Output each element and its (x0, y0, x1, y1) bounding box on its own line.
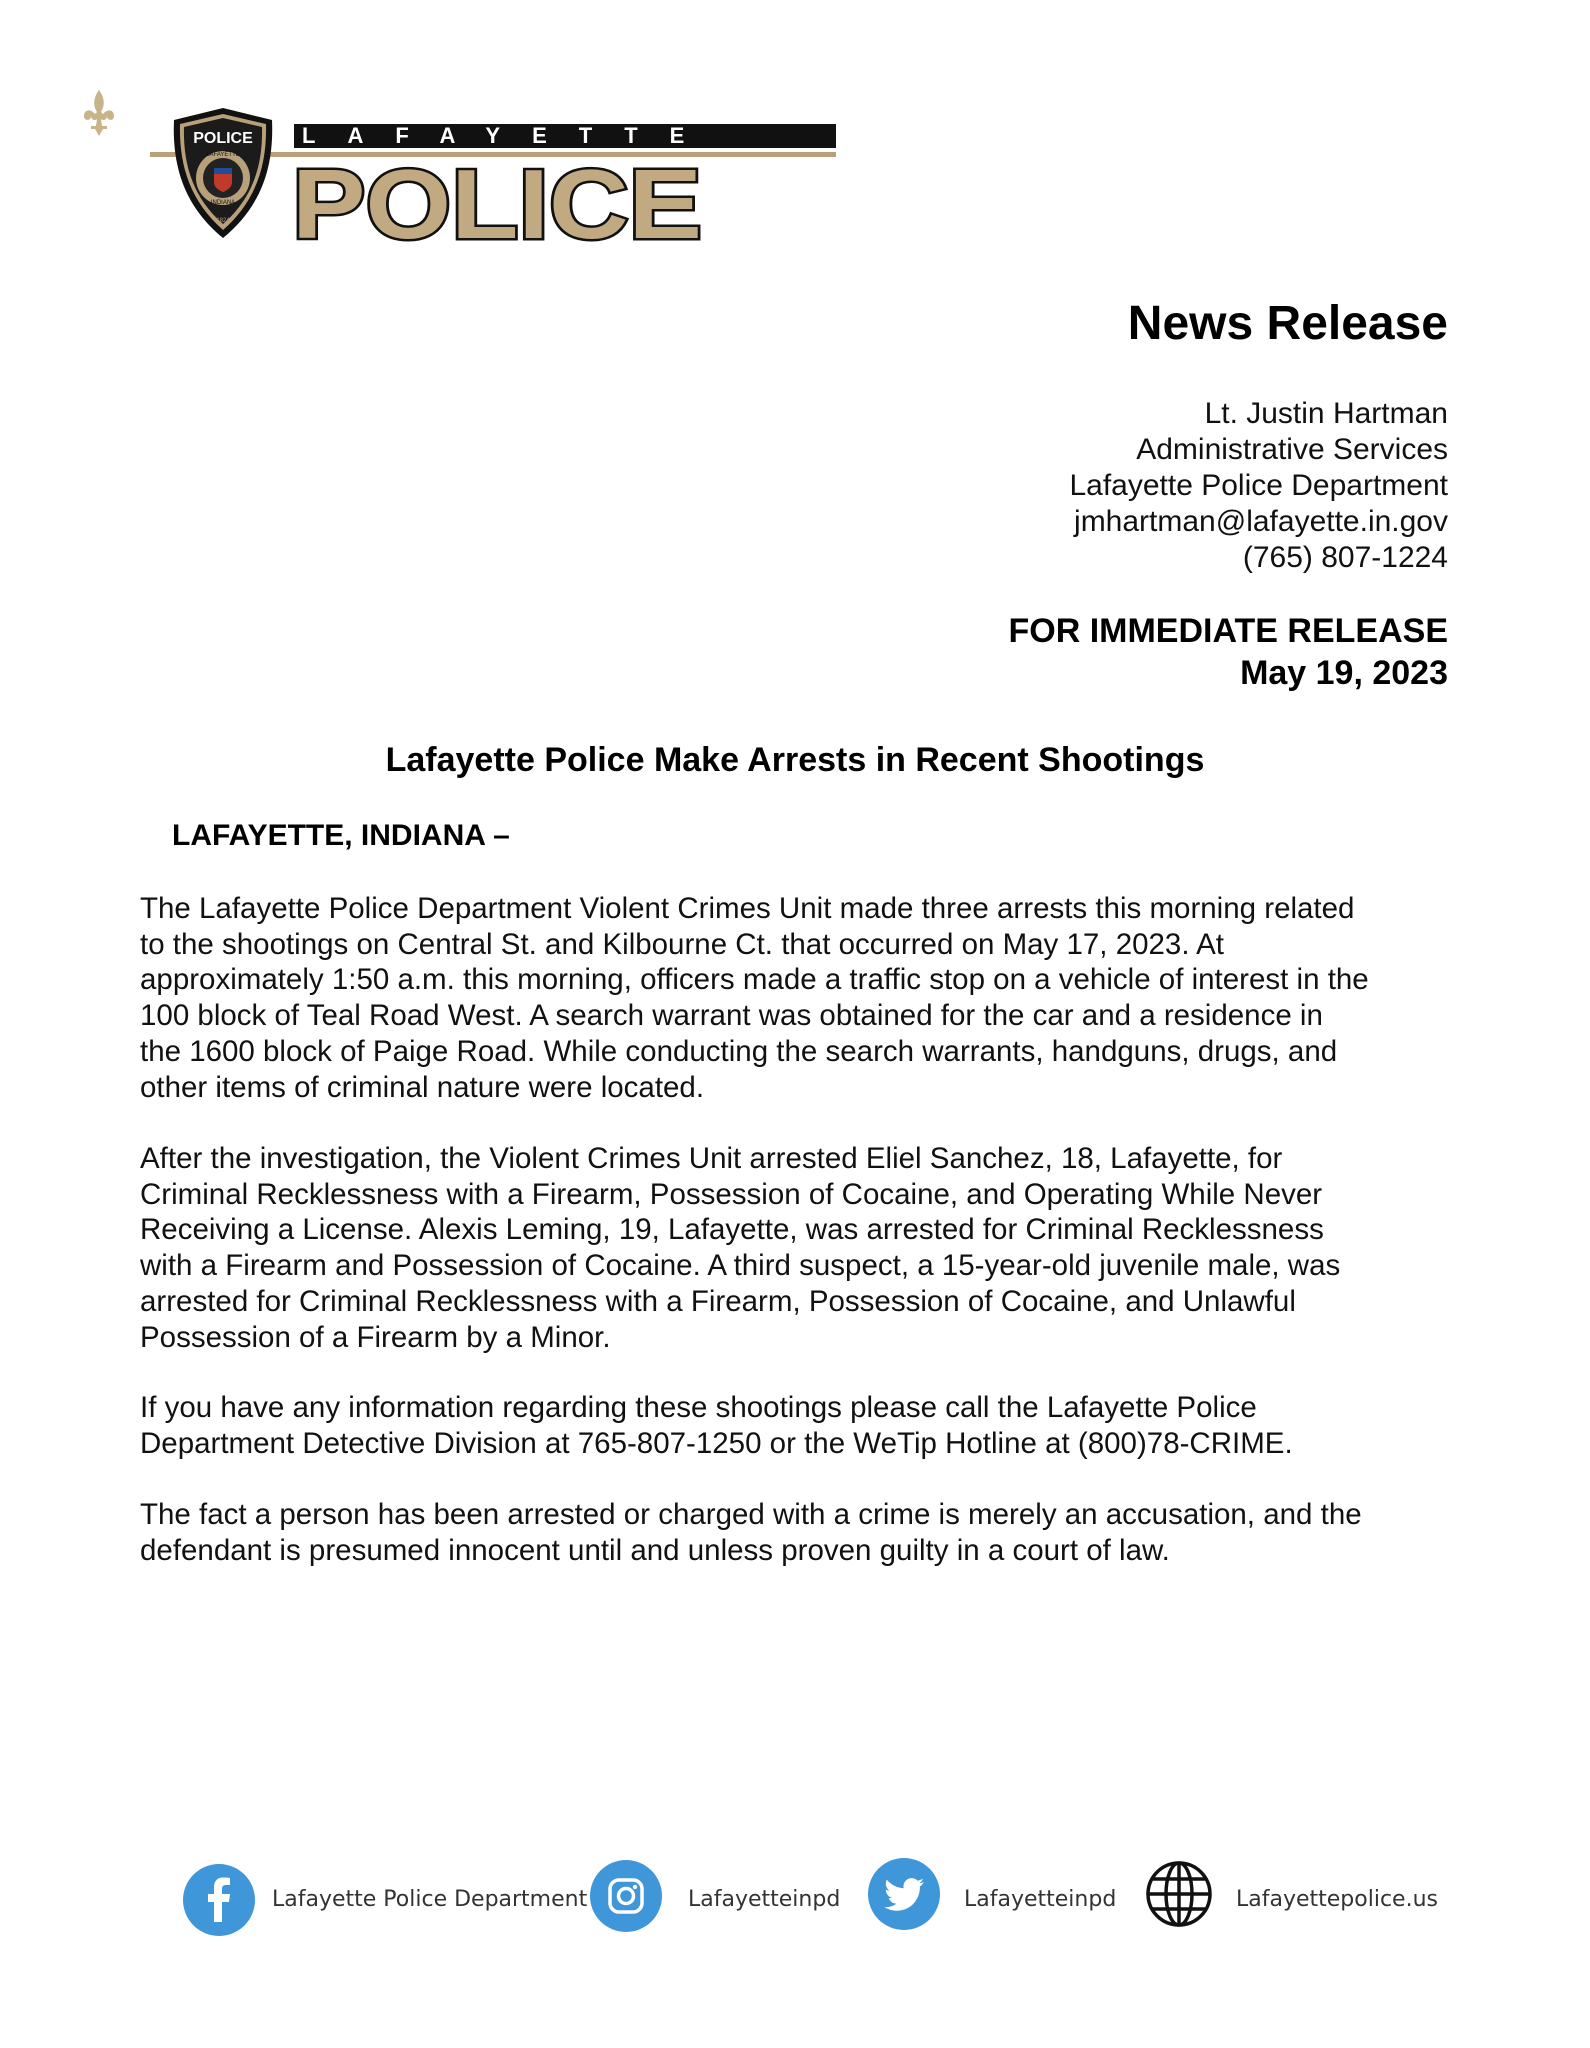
paragraph-line: other items of criminal nature were located. (140, 1070, 705, 1104)
logo-lafayette-word: LAFAYETTE (302, 124, 717, 148)
article-paragraph (140, 891, 1460, 1105)
paragraph-line: Criminal Recklessness with a Firearm, Possession of Cocaine, and Operating While Never (140, 1177, 1323, 1211)
paragraph-line: The fact a person has been arrested or charged with a crime is merely an accusation, and the (140, 1498, 1362, 1531)
paragraph-line: After the investigation, the Violent Crimes Unit arrested Eliel Sanchez, 18, Lafayette, for (140, 1142, 1283, 1175)
contact-organization: Lafayette Police Department (1069, 469, 1448, 502)
fleur-de-lis-icon (80, 88, 118, 138)
article-paragraph (140, 1141, 1460, 1355)
paragraph-line: arrested for Criminal Recklessness with a Firearm, Possession of Cocaine, and Unlawful (140, 1284, 1296, 1318)
twitter-icon[interactable] (868, 1858, 940, 1930)
paragraph-line: 100 block of Teal Road West. A search warrant was obtained for the car and a residence in (140, 999, 1323, 1033)
article-paragraph (140, 1390, 1460, 1461)
badge-indiana-text: INDIANA (210, 200, 236, 206)
contact-phone: (765) 807-1224 (1242, 541, 1448, 574)
police-badge-logo (170, 106, 276, 240)
contact-division: Administrative Services (1136, 433, 1448, 466)
logo-police-word (290, 160, 730, 244)
facebook-link[interactable]: Lafayette Police Department (272, 1887, 588, 1912)
instagram-link[interactable]: Lafayetteinpd (688, 1887, 841, 1912)
news-release-title: News Release (1127, 297, 1448, 350)
paragraph-line: The Lafayette Police Department Violent Crimes Unit made three arrests this morning related (140, 892, 1355, 925)
article-paragraph (140, 1497, 1460, 1568)
badge-police-text: POLICE (193, 130, 253, 147)
paragraph-line: If you have any information regarding these shootings please call the Lafayette Police (140, 1391, 1257, 1424)
contact-email[interactable]: jmhartman@lafayette.in.gov (1074, 505, 1448, 538)
paragraph-line: Possession of a Firearm by a Minor. (140, 1320, 611, 1354)
paragraph-line: Receiving a License. Alexis Leming, 19, Lafayette, was arrested for Criminal Recklessness (140, 1213, 1324, 1247)
paragraph-line: Department Detective Division at 765-807-1250 or the WeTip Hotline at (800)78-CRIME. (140, 1426, 1293, 1460)
release-label: FOR IMMEDIATE RELEASE (1008, 612, 1448, 650)
badge-year-text: 1824 (216, 218, 230, 224)
instagram-icon[interactable] (590, 1860, 662, 1932)
contact-name: Lt. Justin Hartman (1204, 397, 1448, 430)
release-date: May 19, 2023 (1240, 654, 1448, 692)
paragraph-line: defendant is presumed innocent until and unless proven guilty in a court of law. (140, 1533, 1170, 1567)
logo-police-text: POLICE (292, 160, 702, 244)
article-headline: Lafayette Police Make Arrests in Recent Shootings (385, 741, 1205, 779)
website-link[interactable]: Lafayettepolice.us (1236, 1887, 1438, 1912)
facebook-icon[interactable] (183, 1864, 255, 1936)
badge-ring-text: LAFAYETTE (206, 152, 240, 158)
article-dateline: LAFAYETTE, INDIANA – (172, 819, 510, 852)
paragraph-line: with a Firearm and Possession of Cocaine. A third suspect, a 15-year-old juvenile male, was (140, 1249, 1341, 1283)
twitter-link[interactable]: Lafayetteinpd (964, 1887, 1117, 1912)
globe-icon[interactable] (1143, 1858, 1215, 1930)
paragraph-line: approximately 1:50 a.m. this morning, officers made a traffic stop on a vehicle of interest in the (140, 963, 1369, 997)
paragraph-line: to the shootings on Central St. and Kilbourne Ct. that occurred on May 17, 2023. At (140, 927, 1224, 961)
paragraph-line: the 1600 block of Paige Road. While conducting the search warrants, handguns, drugs, and (140, 1034, 1338, 1068)
